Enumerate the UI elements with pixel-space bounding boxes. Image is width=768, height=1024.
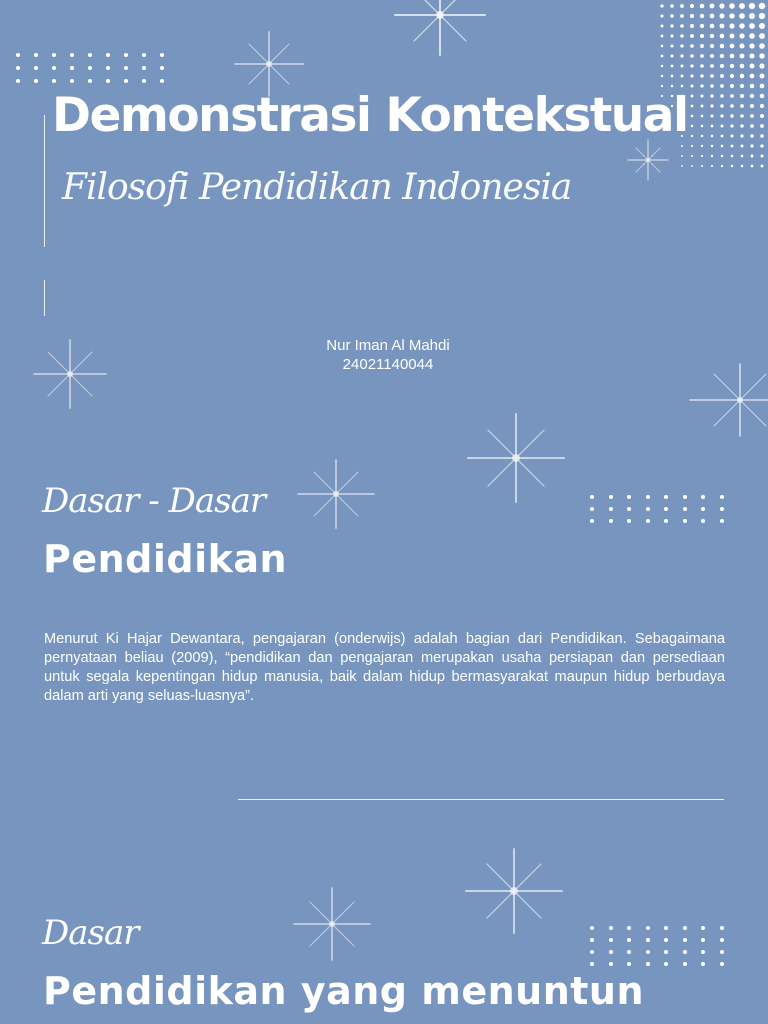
halftone-dot: [719, 3, 724, 8]
halftone-dot: [690, 24, 694, 28]
dot: [627, 507, 631, 511]
dot: [16, 53, 20, 57]
halftone-dot: [759, 33, 765, 39]
halftone-dot: [750, 144, 753, 147]
dot: [34, 79, 38, 83]
accent-line: [44, 280, 45, 316]
halftone-dot: [759, 13, 765, 19]
halftone-dot: [739, 23, 744, 28]
halftone-dot: [661, 45, 664, 48]
dot: [160, 53, 164, 57]
dot: [160, 79, 164, 83]
halftone-dot: [701, 165, 703, 167]
dot: [664, 926, 668, 930]
dot-grid: [16, 53, 164, 83]
dot: [590, 507, 594, 511]
halftone-dot: [690, 74, 693, 77]
halftone-dot: [730, 34, 735, 39]
section-heading: Pendidikan yang menuntun: [43, 969, 645, 1013]
halftone-dot: [690, 4, 694, 8]
halftone-dot: [691, 145, 693, 147]
dot-grid: [590, 926, 724, 966]
dot: [664, 519, 668, 523]
dot: [52, 66, 56, 70]
dot: [590, 926, 594, 930]
halftone-dot: [671, 65, 674, 68]
halftone-dot: [749, 13, 755, 19]
dot: [646, 962, 650, 966]
halftone-dot: [660, 4, 663, 7]
halftone-dot: [711, 155, 713, 157]
halftone-dot: [739, 13, 745, 19]
dot: [683, 950, 687, 954]
dot: [627, 938, 631, 942]
halftone-dot: [680, 34, 683, 37]
halftone-dot: [750, 64, 755, 69]
divider-line: [238, 799, 724, 800]
halftone-dot: [680, 24, 684, 28]
halftone-dot: [671, 85, 674, 88]
dot: [683, 495, 687, 499]
halftone-dot: [711, 145, 713, 147]
halftone-dot: [681, 165, 683, 167]
dot: [646, 507, 650, 511]
halftone-dot: [661, 75, 663, 77]
dot: [609, 519, 613, 523]
halftone-dot: [720, 64, 724, 68]
halftone-dot: [720, 34, 725, 39]
halftone-dot: [710, 74, 714, 78]
halftone-dot: [759, 63, 764, 68]
halftone-dot: [710, 44, 714, 48]
halftone-dot: [661, 85, 663, 87]
dot: [590, 495, 594, 499]
dot: [720, 519, 724, 523]
dot: [664, 962, 668, 966]
dot: [683, 519, 687, 523]
halftone-dot: [749, 33, 755, 39]
halftone-dot: [721, 145, 724, 148]
halftone-dot: [760, 154, 763, 157]
dot: [627, 519, 631, 523]
dot: [88, 66, 92, 70]
halftone-dot: [731, 155, 734, 158]
halftone-dot: [721, 155, 723, 157]
halftone-dot: [721, 165, 723, 167]
author-name: Nur Iman Al Mahdi: [326, 337, 450, 354]
halftone-dot: [681, 85, 684, 88]
dot: [646, 950, 650, 954]
dot: [160, 66, 164, 70]
halftone-dot: [720, 44, 724, 48]
dot: [701, 962, 705, 966]
halftone-dot: [739, 33, 744, 38]
halftone-dot: [719, 13, 724, 18]
dot: [664, 938, 668, 942]
halftone-dot: [691, 165, 693, 167]
halftone-dot: [701, 155, 703, 157]
halftone-dot: [700, 84, 703, 87]
halftone-dot: [740, 54, 745, 59]
dot: [142, 79, 146, 83]
halftone-dot: [661, 65, 664, 68]
dot: [627, 950, 631, 954]
halftone-dot: [741, 145, 744, 148]
dot: [646, 519, 650, 523]
halftone-dot: [749, 23, 755, 29]
halftone-dot: [690, 54, 693, 57]
halftone-dot: [661, 25, 664, 28]
halftone-dot: [759, 3, 766, 10]
dot: [627, 962, 631, 966]
halftone-dot: [739, 3, 745, 9]
halftone-dot: [690, 34, 694, 38]
halftone-dot: [701, 145, 703, 147]
halftone-dot: [700, 4, 705, 9]
dot: [646, 495, 650, 499]
dot: [720, 950, 724, 954]
halftone-dot: [730, 64, 734, 68]
halftone-dot: [740, 84, 744, 88]
dot-grid: [590, 495, 724, 523]
dot: [683, 962, 687, 966]
dot: [701, 495, 705, 499]
halftone-dot: [661, 55, 664, 58]
accent-line: [44, 115, 45, 247]
halftone-dot: [710, 34, 714, 38]
halftone-dot: [730, 84, 734, 88]
sparkle-icon: [466, 410, 566, 506]
dot: [609, 507, 613, 511]
dot: [664, 507, 668, 511]
dot: [627, 495, 631, 499]
halftone-dot: [730, 44, 735, 49]
dot: [701, 950, 705, 954]
halftone-dot: [710, 64, 714, 68]
halftone-dot: [760, 74, 765, 79]
dot: [124, 66, 128, 70]
halftone-dot: [759, 23, 765, 29]
halftone-dot: [749, 3, 755, 9]
dot: [142, 66, 146, 70]
halftone-dot: [671, 55, 674, 58]
dot: [609, 926, 613, 930]
halftone-dot: [681, 155, 683, 157]
halftone-dot: [760, 124, 764, 128]
halftone-dot: [710, 54, 714, 58]
dot: [701, 926, 705, 930]
dot: [88, 53, 92, 57]
dot: [106, 53, 110, 57]
halftone-dot: [760, 134, 764, 138]
halftone-dot: [731, 165, 733, 167]
dot: [720, 962, 724, 966]
halftone-dot: [741, 155, 744, 158]
dot: [70, 53, 74, 57]
halftone-dot: [700, 24, 704, 28]
dot: [70, 66, 74, 70]
dot: [34, 66, 38, 70]
dot: [720, 926, 724, 930]
dot: [720, 495, 724, 499]
halftone-dot: [750, 74, 755, 79]
halftone-dot: [749, 53, 754, 58]
section-script-label: Dasar - Dasar: [42, 481, 266, 521]
halftone-dot: [720, 24, 725, 29]
halftone-dot: [690, 84, 693, 87]
halftone-dot: [690, 64, 693, 67]
halftone-dot: [751, 165, 754, 168]
halftone-dot: [671, 75, 674, 78]
dot: [52, 79, 56, 83]
dot: [720, 507, 724, 511]
halftone-dot: [729, 3, 735, 9]
dot: [683, 926, 687, 930]
dot: [664, 495, 668, 499]
halftone-dot: [720, 54, 724, 58]
halftone-dot: [660, 14, 663, 17]
halftone-dot: [761, 165, 764, 168]
halftone-dot: [670, 34, 673, 37]
halftone-dot: [729, 13, 734, 18]
halftone-dot: [680, 14, 684, 18]
dot: [609, 495, 613, 499]
halftone-dot: [680, 54, 683, 57]
author-id: 24021140044: [342, 356, 434, 373]
dot: [683, 938, 687, 942]
halftone-dot: [739, 43, 744, 48]
section-paragraph: Menurut Ki Hajar Dewantara, pengajaran (onderwijs) adalah bagian dari Pendidikan. Sebagaimana pernyataan beliau (2009), “pendidikan dan pengajaran merupakan usaha persiapan dan persediaan untuk segala kepentingan hidup manusia, baik dalam hidup bermasyarakat maupun hidup berbudaya dalam arti yang seluas-luasnya”.: [44, 631, 725, 704]
halftone-dot: [700, 74, 703, 77]
sparkle-icon: [390, 0, 490, 60]
halftone-dot: [731, 145, 734, 148]
halftone-dot: [760, 114, 764, 118]
halftone-dot: [760, 94, 764, 98]
dot: [590, 938, 594, 942]
halftone-dot: [741, 165, 744, 168]
halftone-dot: [760, 144, 763, 147]
halftone-dot: [720, 84, 724, 88]
dot: [34, 53, 38, 57]
halftone-dot: [681, 145, 683, 147]
dot: [106, 79, 110, 83]
dot: [701, 519, 705, 523]
dot: [609, 938, 613, 942]
halftone-dot: [730, 54, 735, 59]
dot: [609, 962, 613, 966]
halftone-dot: [710, 14, 715, 19]
halftone-dot: [670, 24, 673, 27]
dot: [16, 66, 20, 70]
dot: [124, 53, 128, 57]
halftone-dot: [760, 84, 765, 89]
halftone-dot: [740, 64, 745, 69]
dot: [646, 926, 650, 930]
dot: [664, 950, 668, 954]
section-heading: Pendidikan: [43, 537, 288, 581]
halftone-dot: [700, 44, 704, 48]
halftone-dot: [749, 43, 754, 48]
dot: [142, 53, 146, 57]
halftone-dot: [691, 155, 693, 157]
dot: [683, 507, 687, 511]
halftone-dot: [681, 75, 684, 78]
sparkle-icon: [296, 456, 376, 532]
halftone-dot: [750, 84, 754, 88]
halftone-dot: [700, 54, 704, 58]
dot: [590, 950, 594, 954]
halftone-dot: [700, 34, 704, 38]
section-script-label: Dasar: [42, 913, 139, 953]
halftone-dot: [680, 64, 683, 67]
halftone-dot: [720, 74, 724, 78]
dot: [70, 79, 74, 83]
halftone-dot: [700, 14, 704, 18]
halftone-dot: [670, 14, 673, 17]
dot: [609, 950, 613, 954]
sparkle-icon: [464, 846, 564, 936]
dot: [106, 66, 110, 70]
halftone-dot: [690, 14, 694, 18]
halftone-dot: [690, 44, 694, 48]
halftone-dot: [710, 4, 715, 9]
dot: [590, 962, 594, 966]
sparkle-icon: [292, 884, 372, 964]
halftone-dot: [700, 64, 704, 68]
page-subtitle: Filosofi Pendidikan Indonesia: [62, 167, 572, 208]
halftone-dot: [760, 104, 764, 108]
halftone-dot: [759, 43, 765, 49]
halftone-dot: [710, 84, 714, 88]
halftone-dot: [670, 4, 674, 8]
dot: [124, 79, 128, 83]
halftone-dot: [759, 53, 764, 58]
dot: [701, 938, 705, 942]
halftone-dot: [711, 165, 713, 167]
halftone-dot: [680, 44, 683, 47]
dot: [627, 926, 631, 930]
dot: [590, 519, 594, 523]
dot: [52, 53, 56, 57]
halftone-dot: [740, 74, 744, 78]
dot: [646, 938, 650, 942]
halftone-dot: [680, 4, 684, 8]
halftone-dot: [730, 74, 734, 78]
dot: [16, 79, 20, 83]
dot: [701, 507, 705, 511]
halftone-dot: [751, 155, 754, 158]
page-title: Demonstrasi Kontekstual: [52, 88, 688, 143]
halftone-dot: [661, 35, 664, 38]
halftone-dot: [670, 44, 673, 47]
dot: [88, 79, 92, 83]
halftone-dot: [729, 23, 734, 28]
dot: [720, 938, 724, 942]
halftone-dot: [710, 24, 715, 29]
